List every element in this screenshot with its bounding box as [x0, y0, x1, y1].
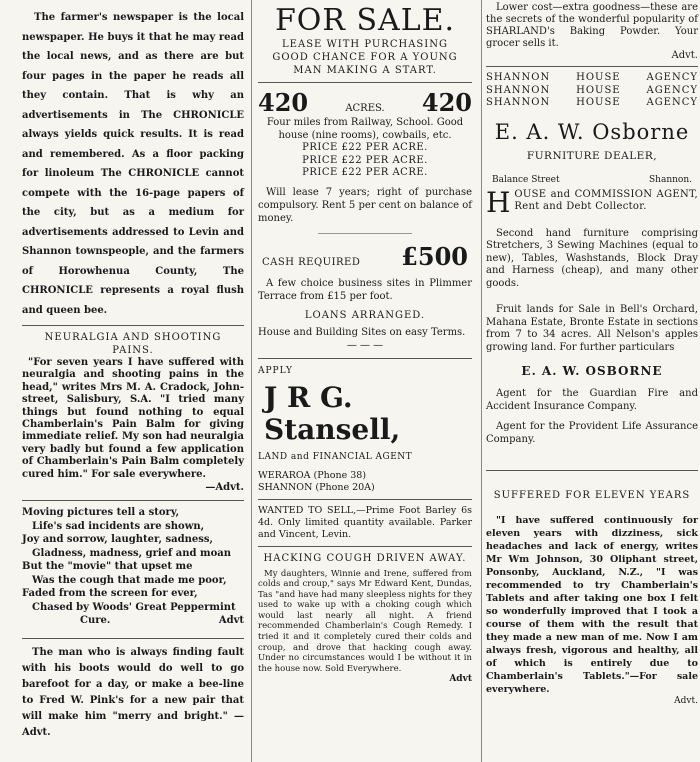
- commission-block: [486, 185, 698, 219]
- agency-word: HOUSE: [576, 72, 621, 83]
- business-sites: A few choice business sites in Plimmer Terrace from £15 per foot.: [258, 277, 472, 302]
- sharland-ad: Lower cost—extra goodness—these are the secrets of the wonderful popularity of SHARLAND's Baking Powder. Your grocer sells it.: [486, 2, 698, 49]
- poem-last-word: Cure.: [80, 615, 111, 627]
- furniture-dealer: FURNITURE DEALER,: [526, 149, 658, 162]
- lease-terms: Will lease 7 years; right of purchase compulsory. Rent 5 per cent on balance of money.: [258, 186, 472, 224]
- agency-row: [486, 85, 698, 98]
- provident-agent: Agent for the Provident Life Assurance Company.: [486, 421, 698, 445]
- osborne-name: E. A. W. Osborne: [494, 119, 690, 144]
- acres-right: 420: [421, 88, 472, 117]
- poem-line: Life's sad incidents are shown,: [32, 520, 205, 532]
- acres-row: [258, 88, 472, 117]
- poem-line: Joy and sorrow, laughter, sadness,: [22, 534, 213, 546]
- poem-line: Chased by Woods' Great Peppermint: [32, 601, 236, 613]
- agency-row: [486, 72, 698, 85]
- acres-label: ACRES.: [345, 103, 385, 114]
- agency-word: SHANNON: [486, 84, 551, 96]
- osborne-caps: E. A. W. OSBORNE: [521, 364, 663, 378]
- divider: [258, 82, 472, 83]
- divider: [486, 470, 698, 471]
- lease-line: LEASE WITH PURCHASING: [282, 39, 448, 50]
- agency-word: AGENCY: [646, 72, 698, 83]
- commission-agent: OUSE and COMMISSION AGENT, Rent and Debt Collector.: [514, 188, 698, 212]
- eleven-years-heading: SUFFERED FOR ELEVEN YEARS: [493, 490, 691, 501]
- price-line: PRICE £22 PER ACRE.: [302, 154, 428, 166]
- loans-arranged: LOANS ARRANGED.: [304, 309, 426, 321]
- phone-shannon: SHANNON (Phone 20A): [258, 481, 375, 493]
- poem-line: Faded from the screen for ever,: [22, 588, 198, 600]
- divider: [486, 66, 698, 67]
- divider: [258, 499, 472, 500]
- poem-line: Was the cough that made me poor,: [32, 574, 227, 586]
- agency-word: HOUSE: [576, 84, 621, 96]
- poem-advt: Advt: [218, 615, 244, 627]
- agent-role: LAND and FINANCIAL AGENT: [258, 451, 413, 462]
- apply-label: APPLY: [258, 365, 293, 376]
- eleven-years-body: "I have suffered continuously for eleven years with dizziness, sick headaches and lack of energy, writes Mr Wm Johnson, 30 Oliphant street, Ponsonby, Auckland, N.Z., "I was recommended to try Chamberlain's Tablets and after taking one box I felt so wonderfully improved that I took a course of them with the result that they made a new man of me. Now I am always fresh, vigorous and healthy, all of which is entirely due to Chamberlain's Tablets."—For sale everywhere.: [486, 515, 698, 695]
- column-right: [482, 0, 700, 706]
- cash-required-row: [258, 242, 472, 271]
- agency-word: SHANNON: [486, 72, 551, 83]
- column-rule: [251, 0, 252, 762]
- second-hand-furniture: Second hand furniture comprising Stretchers, 3 Sewing Machines (equal to new), Tables, Washstands, Block Dray and Harness (cheap), and many other goods.: [486, 227, 698, 289]
- poem-line: Gladness, madness, grief and moan: [32, 547, 232, 559]
- lease-line: MAN MAKING A START.: [293, 65, 437, 76]
- cash-label: CASH REQUIRED: [262, 256, 361, 268]
- divider: [318, 233, 412, 234]
- wanted-to-sell: WANTED TO SELL,—Prime Foot Barley 6s 4d. Only limited quantity available. Parker and Vincent, Levin.: [258, 504, 472, 540]
- agency-word: AGENCY: [646, 84, 698, 96]
- boots-ad: The man who is always finding fault with his boots would do well to go barefoot for a day, or make a bee-line to Fred W. Pink's for a new pair that will make him "merry and bright." —Advt.: [22, 646, 244, 738]
- neuralgia-advt: —Advt.: [205, 482, 244, 494]
- eleven-years-advt: Advt.: [674, 696, 698, 706]
- cash-amount: £500: [401, 241, 468, 271]
- acres-left: 420: [258, 88, 309, 117]
- fruit-lands: Fruit lands for Sale in Bell's Orchard, Mahana Estate, Bronte Estate in sections from 7 to 34 acres. All Nelson's apples growing land. For further particulars: [486, 304, 698, 353]
- dashes: — — —: [346, 339, 384, 351]
- column-left: [0, 0, 250, 741]
- drop-cap: H: [486, 185, 511, 219]
- price-line: PRICE £22 PER ACRE.: [302, 167, 428, 178]
- cough-advt: Advt: [449, 674, 472, 685]
- price-line: PRICE £22 PER ACRE.: [302, 142, 428, 153]
- sharland-advt: Advt.: [671, 50, 698, 61]
- poem-line: Moving pictures tell a story,: [22, 507, 180, 519]
- divider: [258, 546, 472, 547]
- for-sale-title: FOR SALE.: [274, 3, 456, 38]
- movie-poem: [22, 506, 244, 628]
- town: Shannon.: [649, 174, 692, 185]
- agency-row: [486, 97, 698, 110]
- divider: [22, 500, 244, 501]
- lease-line: GOOD CHANCE FOR A YOUNG: [272, 52, 458, 63]
- column-middle: [254, 0, 480, 684]
- divider: [258, 358, 472, 359]
- street: Balance Street: [492, 174, 560, 185]
- guardian-agent: Agent for the Guardian Fire and Accident Insurance Company.: [486, 388, 698, 412]
- agency-word: SHANNON: [486, 97, 551, 108]
- divider: [22, 325, 244, 326]
- chronicle-ad: The farmer's newspaper is the local newspaper. He buys it that he may read the local news, and as there are but four pages in the paper he reads all they contain. That is why an advertisements in The CHRONICLE always yields quick results. It is read and remembered. As a floor packing for linoleum The CHRONICLE cannot compete with the 16-page papers of the city, but as a medium for advertisements addressed to Levin and Shannon townspeople, and the farmers of Horowhenua County, The CHRONICLE represents a royal flush and queen bee.: [22, 12, 244, 316]
- cough-body: My daughters, Winnie and Irene, suffered from colds and croup," says Mr Edward Kent, Dundas, Tas "and have had many sleepless nights for they used to wake up with a choking cough which would last nearly all night. A friend recommended Chamberlain's Cough Remedy. I tried it and it completely cured their colds and croup, and drove that hacking cough away. Under no circumstances would I be without it in the house now. Sold Everywhere.: [258, 568, 472, 674]
- agency-word: HOUSE: [576, 97, 621, 108]
- farm-description: Four miles from Railway, School. Good house (nine rooms), cowbails, etc.: [266, 117, 464, 141]
- phone-weraroa: WERAROA (Phone 38): [258, 469, 367, 481]
- address-row: [486, 175, 698, 185]
- agent-name: J R G. Stansell,: [264, 380, 401, 446]
- house-sites: House and Building Sites on easy Terms.: [258, 326, 466, 338]
- poem-line: But the "movie" that upset me: [22, 561, 193, 573]
- agency-word: AGENCY: [646, 97, 698, 108]
- neuralgia-body: "For seven years I have suffered with neuralgia and shooting pains in the head," writes Mrs M. A. Cradock, John-street, Salisbury, S.A. "I tried many things but found nothing to equal Chamberlain's Pain Balm for giving immediate relief. My son had neuralgia very badly but found a few application of Chamberlain's Pain Balm completely cured him." For sale everywhere.: [22, 357, 244, 480]
- cough-heading: HACKING COUGH DRIVEN AWAY.: [263, 552, 467, 564]
- divider: [22, 638, 244, 639]
- neuralgia-heading: NEURALGIA AND SHOOTING PAINS.: [44, 332, 222, 356]
